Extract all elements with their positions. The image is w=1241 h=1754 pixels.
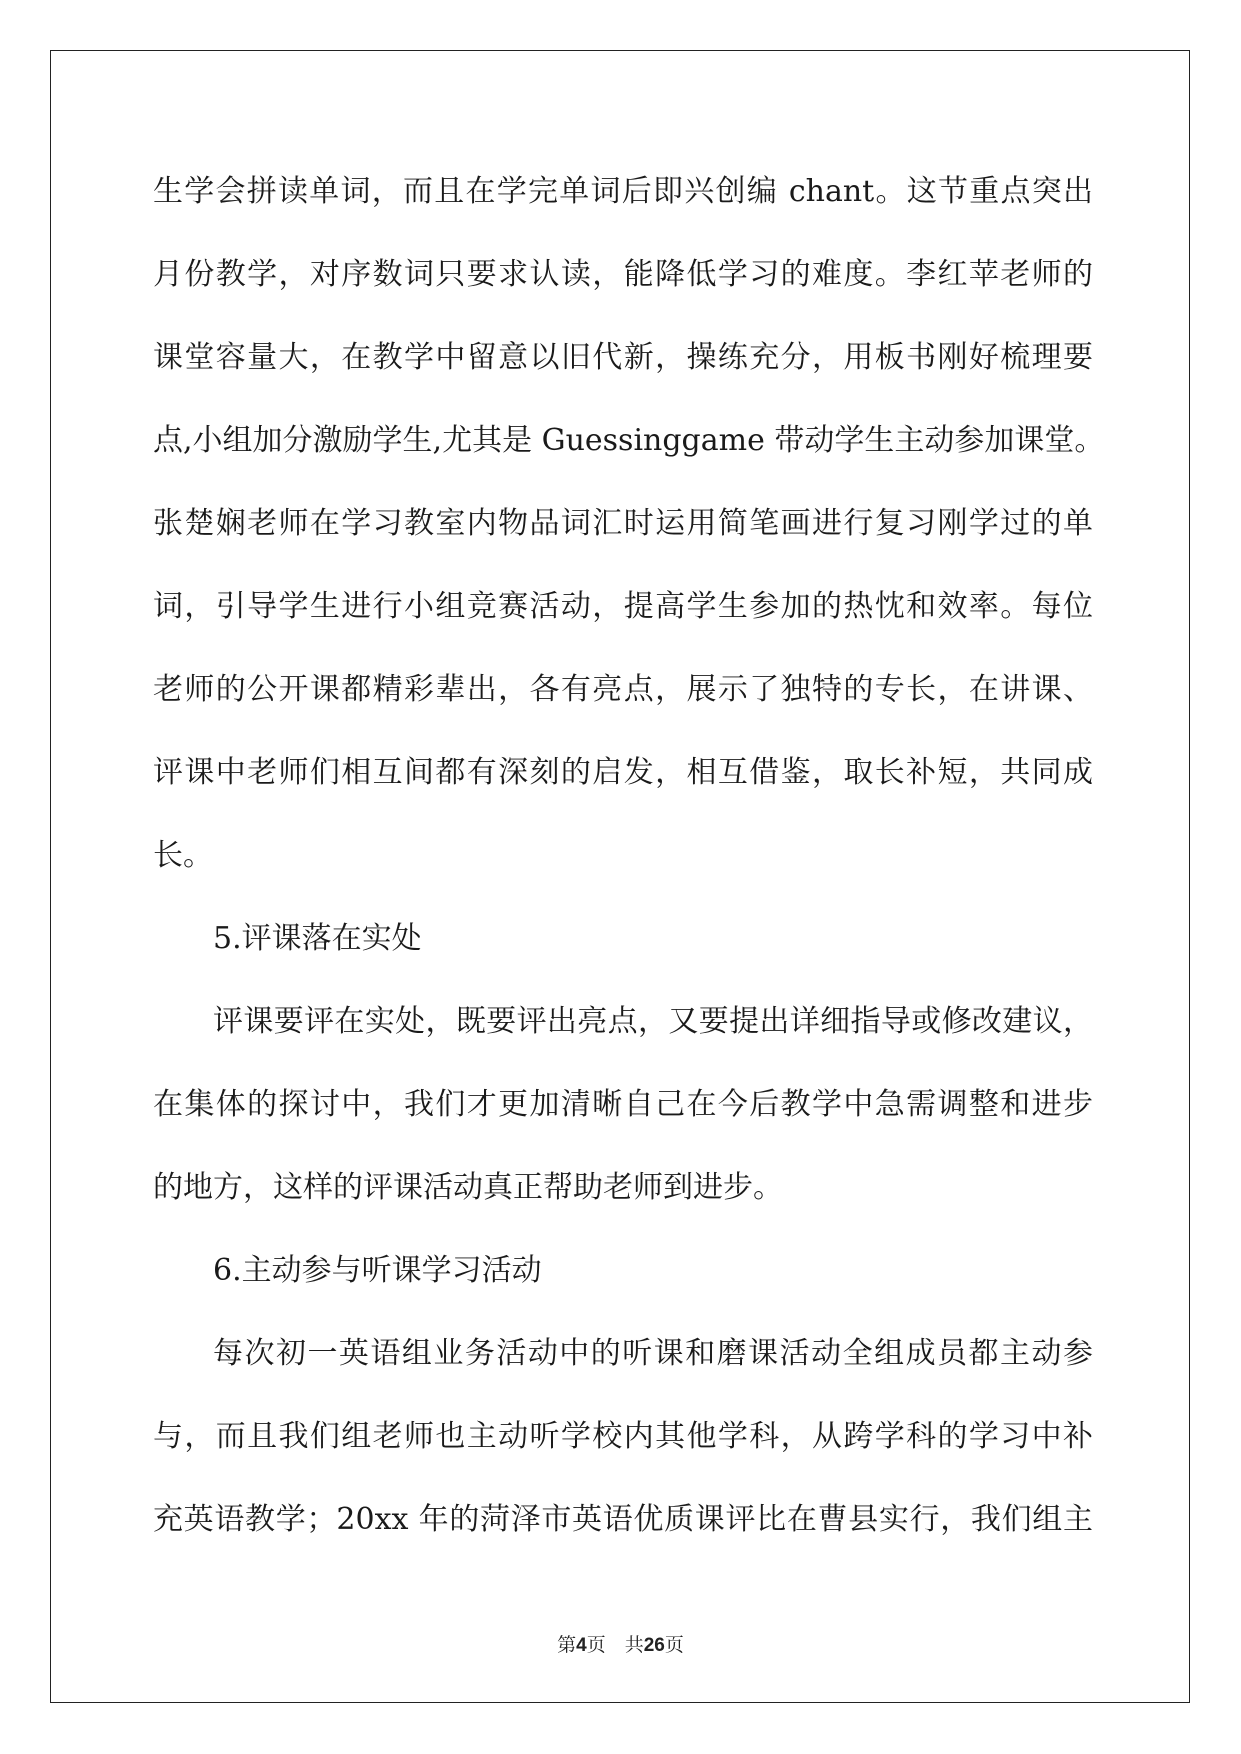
total-pages-number: 26 <box>643 1635 665 1656</box>
text-line: 老师的公开课都精彩辈出，各有亮点，展示了独特的专长，在讲课、 <box>153 672 1093 707</box>
text-line: 张楚娴老师在学习教室内物品词汇时运用简笔画进行复习刚学过的单 <box>153 506 1093 541</box>
text-line: 评课要评在实处，既要评出亮点，又要提出详细指导或修改建议， <box>213 1004 1093 1039</box>
section-heading: 5.评课落在实处 <box>213 921 422 956</box>
text-line: 月份教学，对序数词只要求认读，能降低学习的难度。李红苹老师的 <box>153 257 1093 292</box>
text-line: 长。 <box>153 838 213 873</box>
document-body <box>153 166 1105 1577</box>
footer-mid: 页 共 <box>586 1634 644 1656</box>
text-line: 充英语教学；20xx 年的菏泽市英语优质课评比在曹县实行，我们组主 <box>153 1502 1093 1537</box>
text-line: 点,小组加分激励学生,尤其是 Guessinggame 带动学生主动参加课堂。 <box>153 423 1105 458</box>
text-line: 词，引导学生进行小组竞赛活动，提高学生参加的热忱和效率。每位 <box>153 589 1093 624</box>
section-heading: 6.主动参与听课学习活动 <box>213 1253 542 1288</box>
text-line: 的地方，这样的评课活动真正帮助老师到进步。 <box>153 1170 783 1205</box>
text-line: 课堂容量大，在教学中留意以旧代新，操练充分，用板书刚好梳理要 <box>153 340 1093 375</box>
text-line: 与，而且我们组老师也主动听学校内其他学科，从跨学科的学习中补 <box>153 1419 1093 1454</box>
text-line: 每次初一英语组业务活动中的听课和磨课活动全组成员都主动参 <box>213 1336 1093 1371</box>
page-footer <box>0 1630 1241 1657</box>
footer-suffix: 页 <box>664 1634 684 1656</box>
text-line: 在集体的探讨中，我们才更加清晰自己在今后教学中急需调整和进步 <box>153 1087 1093 1122</box>
text-line: 评课中老师们相互间都有深刻的启发，相互借鉴，取长补短，共同成 <box>153 755 1093 790</box>
text-line: 生学会拼读单词，而且在学完单词后即兴创编 chant。这节重点突出 <box>153 174 1093 209</box>
footer-prefix: 第 <box>557 1634 577 1656</box>
current-page-number: 4 <box>576 1635 587 1656</box>
